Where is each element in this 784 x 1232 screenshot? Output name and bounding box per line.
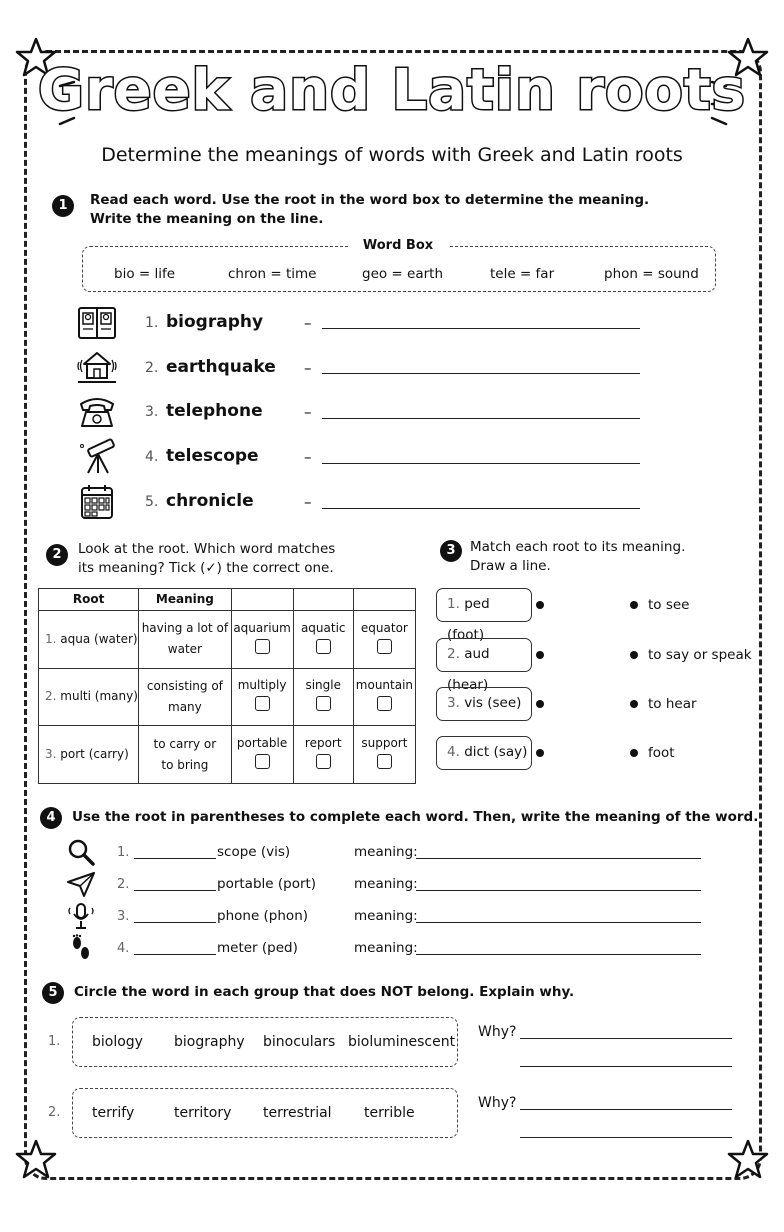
answer-line[interactable] (322, 328, 640, 329)
option-cell: aquarium (231, 611, 293, 669)
instruction-line: Draw a line. (470, 558, 551, 574)
section4-instruction: Use the root in parentheses to complete each word. Then, write the meaning of the word. (72, 809, 759, 825)
item-number: 2. (145, 360, 159, 376)
tick-checkbox[interactable] (377, 639, 392, 654)
meaning-text: to see (648, 597, 690, 613)
shaking-house-icon (76, 348, 118, 386)
item-number: 1. (117, 845, 130, 860)
meaning-cell: having a lot of water (139, 611, 231, 669)
why-answer-line[interactable] (520, 1109, 732, 1110)
answer-line[interactable] (322, 373, 640, 374)
why-label: Why? (478, 1024, 517, 1040)
meaning-label: meaning: (354, 844, 418, 860)
match-dot[interactable] (536, 601, 544, 609)
group-number: 2. (48, 1105, 61, 1120)
answer-line[interactable] (322, 508, 640, 509)
tick-checkbox[interactable] (316, 754, 331, 769)
section1-instruction (90, 191, 649, 229)
column-header (231, 589, 293, 611)
answer-line[interactable] (322, 463, 640, 464)
word-box-item: phon = sound (604, 266, 699, 282)
column-header: Root (39, 589, 139, 611)
tick-checkbox[interactable] (255, 639, 270, 654)
root-box: 2. aud (hear) (436, 638, 532, 672)
word-box-item: geo = earth (362, 266, 444, 282)
word-box-title: Word Box (348, 238, 448, 253)
table-row (39, 668, 416, 726)
meaning-line[interactable] (416, 922, 701, 923)
meaning-line[interactable] (416, 858, 701, 859)
star-icon (726, 1138, 770, 1182)
instruction-line: Write the meaning on the line. (90, 211, 324, 227)
telescope-icon (76, 438, 118, 476)
meaning-line[interactable] (416, 890, 701, 891)
root-cell: 2. multi (many) (39, 668, 139, 726)
root-box: 4. dict (say) (436, 736, 532, 770)
section-number: 3 (440, 540, 462, 562)
section-number: 1 (52, 195, 74, 217)
fill-in-blank[interactable] (134, 890, 216, 891)
section-number: 2 (46, 544, 68, 566)
dash: – (304, 403, 312, 421)
item-number: 2. (117, 877, 130, 892)
telephone-icon (76, 394, 118, 432)
column-header (293, 589, 353, 611)
group-word[interactable]: biography (174, 1034, 245, 1050)
meaning-label: meaning: (354, 908, 418, 924)
vocab-word: chronicle (166, 491, 254, 511)
answer-line[interactable] (322, 418, 640, 419)
dash: – (304, 448, 312, 466)
why-answer-line[interactable] (520, 1066, 732, 1067)
option-cell: report (293, 726, 353, 784)
page-title: Greek and Latin roots (38, 58, 746, 123)
fill-in-blank[interactable] (134, 858, 216, 859)
fill-in-blank[interactable] (134, 954, 216, 955)
option-cell: aquatic (293, 611, 353, 669)
root-box: 1. ped (foot) (436, 588, 532, 622)
root-box: 3. vis (see) (436, 687, 532, 721)
instruction-line: its meaning? Tick (✓) the correct one. (78, 560, 334, 576)
vocab-word: telescope (166, 446, 259, 466)
fill-in-blank[interactable] (134, 922, 216, 923)
match-dot[interactable] (630, 601, 638, 609)
section-number: 4 (40, 807, 62, 829)
option-cell: multiply (231, 668, 293, 726)
instruction-line: Match each root to its meaning. (470, 539, 686, 555)
group-word[interactable]: binoculars (263, 1034, 336, 1050)
meaning-cell: consisting of many (139, 668, 231, 726)
group-word[interactable]: biology (92, 1034, 143, 1050)
match-dot[interactable] (536, 700, 544, 708)
item-number: 5. (145, 494, 159, 510)
word-suffix: scope (vis) (217, 844, 291, 860)
tick-checkbox[interactable] (255, 696, 270, 711)
match-dot[interactable] (536, 749, 544, 757)
item-number: 4. (117, 941, 130, 956)
tick-checkbox[interactable] (377, 754, 392, 769)
why-answer-line[interactable] (520, 1038, 732, 1039)
section5-instruction: Circle the word in each group that does NOT belong. Explain why. (74, 984, 575, 1000)
tick-checkbox[interactable] (316, 639, 331, 654)
item-number: 1. (145, 315, 159, 331)
magnifying-glass-icon (66, 838, 96, 866)
tick-checkbox[interactable] (255, 754, 270, 769)
book-icon (76, 304, 118, 342)
instruction-line: Read each word. Use the root in the word box to determine the meaning. (90, 192, 650, 208)
option-cell: portable (231, 726, 293, 784)
word-box-item: tele = far (490, 266, 555, 282)
option-cell: equator (353, 611, 415, 669)
word-box-item: bio = life (114, 266, 176, 282)
meaning-text: foot (648, 745, 675, 761)
star-icon (14, 1138, 58, 1182)
why-label: Why? (478, 1095, 517, 1111)
item-number: 3. (145, 404, 159, 420)
group-word[interactable]: bioluminescent (348, 1034, 456, 1050)
dash: – (304, 359, 312, 377)
tick-checkbox[interactable] (377, 696, 392, 711)
calendar-icon (76, 483, 118, 521)
meaning-text: to say or speak (648, 647, 752, 663)
table-row (39, 726, 416, 784)
paper-plane-icon (66, 870, 96, 898)
match-dot[interactable] (536, 651, 544, 659)
group-word[interactable]: terrify (92, 1105, 135, 1121)
footprints-icon (66, 934, 96, 962)
word-suffix: portable (port) (217, 876, 317, 892)
option-cell: support (353, 726, 415, 784)
group-number: 1. (48, 1034, 61, 1049)
group-word[interactable]: territory (174, 1105, 232, 1121)
root-cell: 1. aqua (water) (39, 611, 139, 669)
column-header: Meaning (139, 589, 231, 611)
table-row (39, 611, 416, 669)
dash: – (304, 493, 312, 511)
root-cell: 3. port (carry) (39, 726, 139, 784)
word-suffix: phone (phon) (217, 908, 309, 924)
microphone-icon (66, 902, 96, 930)
vocab-word: biography (166, 312, 264, 332)
word-box-item: chron = time (228, 266, 317, 282)
item-number: 4. (145, 449, 159, 465)
meaning-label: meaning: (354, 876, 418, 892)
word-suffix: meter (ped) (217, 940, 298, 956)
root-meaning-table (38, 588, 416, 784)
meaning-text: to hear (648, 696, 697, 712)
page-subtitle: Determine the meanings of words with Greek and Latin roots (101, 144, 683, 166)
dash: – (304, 314, 312, 332)
instruction-line: Look at the root. Which word matches (78, 541, 336, 557)
why-answer-line[interactable] (520, 1137, 732, 1138)
match-dot[interactable] (630, 651, 638, 659)
vocab-word: telephone (166, 401, 263, 421)
section-number: 5 (42, 982, 64, 1004)
match-dot[interactable] (630, 749, 638, 757)
option-cell: mountain (353, 668, 415, 726)
option-cell: single (293, 668, 353, 726)
meaning-label: meaning: (354, 940, 418, 956)
section3-instruction (470, 538, 685, 576)
tick-checkbox[interactable] (316, 696, 331, 711)
meaning-cell: to carry or to bring (139, 726, 231, 784)
group-word[interactable]: terrestrial (263, 1105, 332, 1121)
column-header (353, 589, 415, 611)
meaning-line[interactable] (416, 954, 701, 955)
section2-instruction (78, 540, 335, 578)
group-word[interactable]: terrible (364, 1105, 415, 1121)
vocab-word: earthquake (166, 357, 276, 377)
table-header-row (39, 589, 416, 611)
item-number: 3. (117, 909, 130, 924)
match-dot[interactable] (630, 700, 638, 708)
